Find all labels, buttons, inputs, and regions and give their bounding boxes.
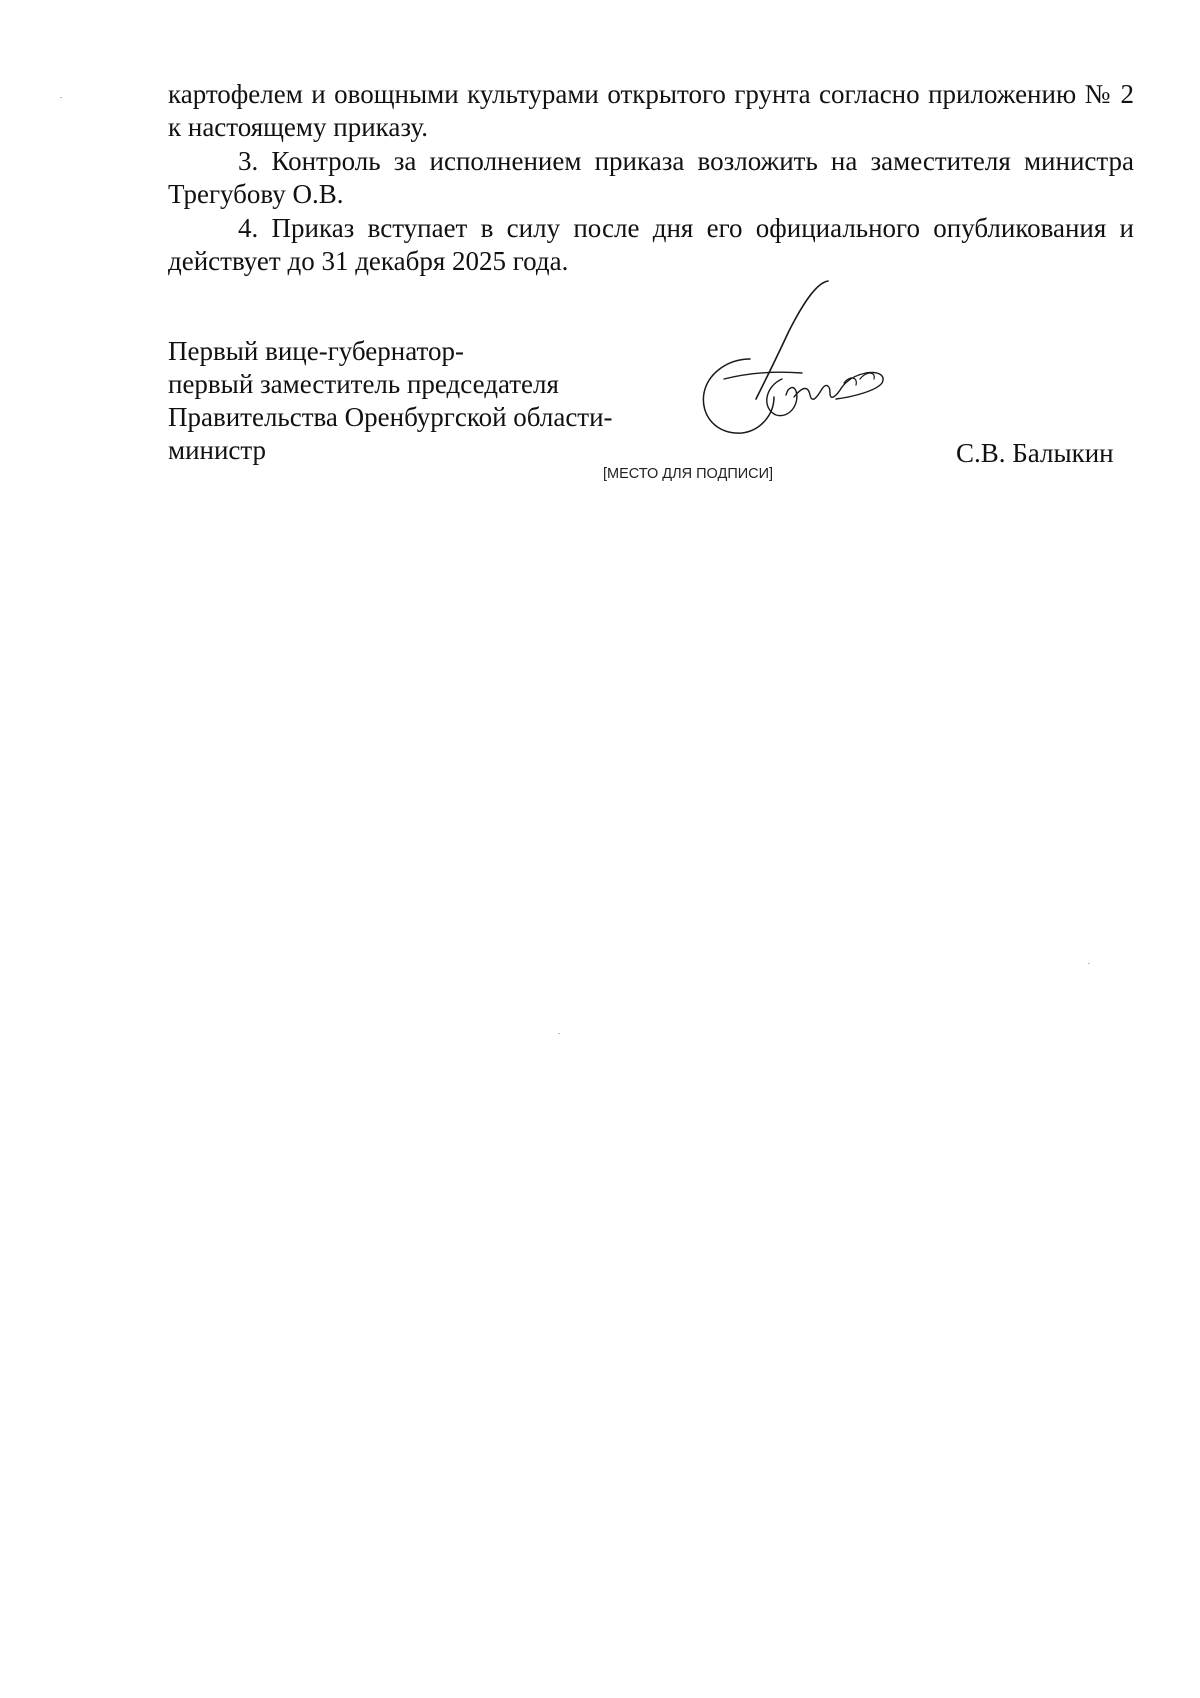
scan-speck <box>1088 963 1090 964</box>
signer-title-line: Правительства Оренбургской области- <box>168 402 613 432</box>
signature-stroke <box>756 281 828 399</box>
signature-stroke <box>703 359 774 433</box>
paragraph-item-3: 3. Контроль за исполнением приказа возложить на заместителя министра Трегубову О.В. <box>168 146 1134 209</box>
signature-stroke <box>724 372 802 379</box>
paragraph-item-4: 4. Приказ вступает в силу после дня его официального опубликования и действует до 31 декабря 2025 года. <box>168 213 1134 276</box>
signer-title-line: первый заместитель председателя <box>168 369 559 399</box>
scan-speck <box>60 97 62 98</box>
signer-title-line: Первый вице-губернатор- <box>168 336 464 366</box>
scan-speck <box>558 1033 560 1034</box>
handwritten-signature <box>690 275 900 450</box>
signer-name: С.В. Балыкин <box>956 438 1114 468</box>
signer-title-line: министр <box>168 435 267 465</box>
signature-placeholder-caption: [МЕСТО ДЛЯ ПОДПИСИ] <box>603 466 774 482</box>
signer-title-block <box>168 335 613 467</box>
signature-stroke <box>794 372 883 399</box>
document-body <box>168 78 1134 279</box>
paragraph-continuation: картофелем и овощными культурами открытого грунта согласно приложению № 2 к настоящему приказу. <box>168 79 1134 142</box>
